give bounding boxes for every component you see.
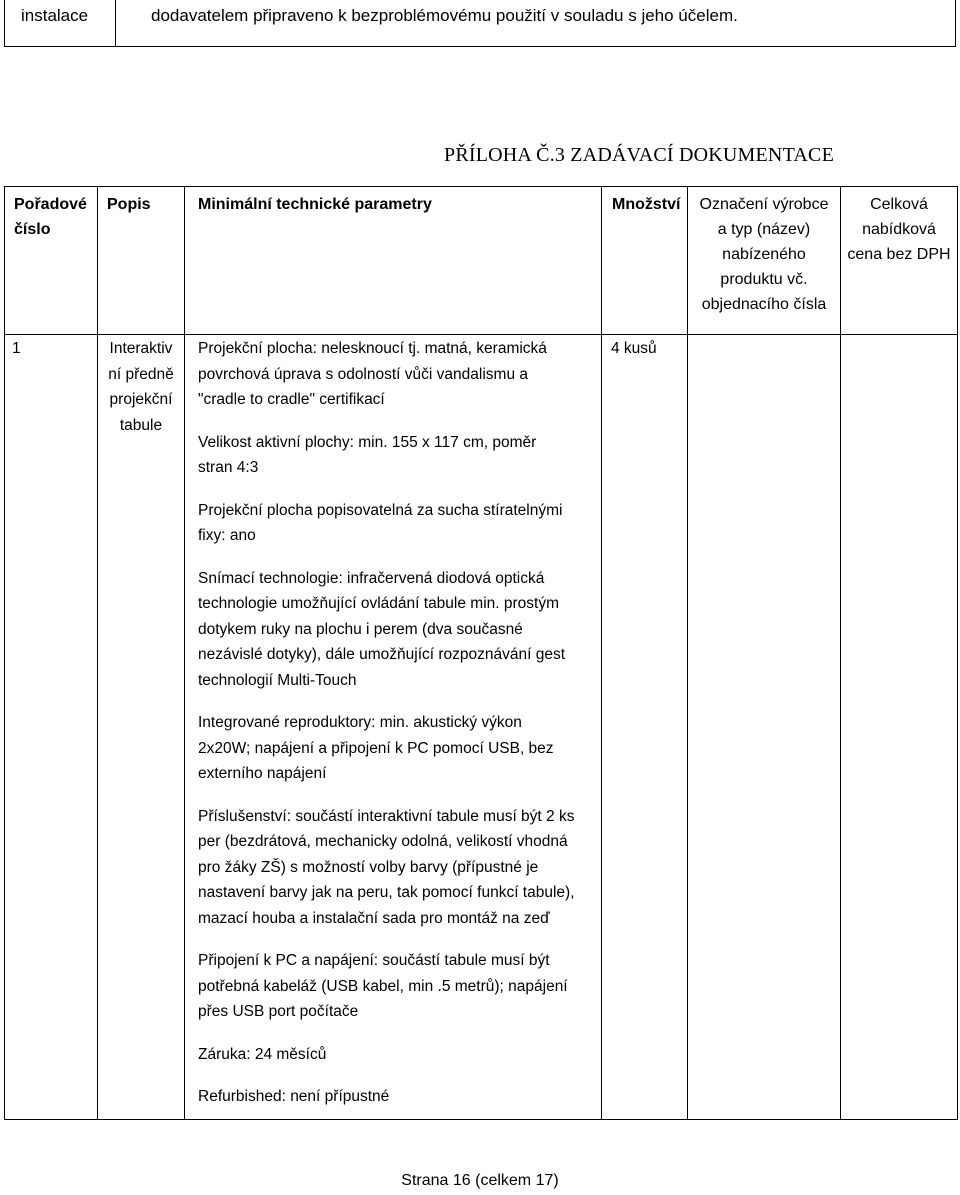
header-description: Popis <box>107 196 151 213</box>
table-border-right <box>957 186 958 1120</box>
table-header-divider <box>4 334 958 335</box>
table-divider <box>184 186 185 1120</box>
parameter-line: Připojení k PC a napájení: součástí tabule musí být <box>198 952 550 969</box>
parameter-line: externího napájení <box>198 765 327 782</box>
header-line: objednacího čísla <box>701 296 827 313</box>
header-quantity: Množství <box>612 196 681 213</box>
table-border-top <box>4 186 958 187</box>
parameter-line: 2x20W; napájení a připojení k PC pomocí USB, bez <box>198 739 554 757</box>
parameter-line: Refurbished: není přípustné <box>198 1088 390 1105</box>
header-manufacturer <box>688 192 840 317</box>
description-line: ní předně <box>108 365 174 383</box>
parameter-line: přes USB port počítače <box>198 1003 359 1020</box>
header-parameters: Minimální technické parametry <box>198 196 432 213</box>
specification-table <box>4 186 958 1120</box>
row-description <box>98 336 184 438</box>
parameter-paragraph <box>198 948 598 1025</box>
description-line: tabule <box>119 416 163 434</box>
parameter-paragraph <box>198 710 598 787</box>
table-border-left <box>4 186 5 1120</box>
parameter-line: Projekční plocha: nelesknoucí tj. matná, keramická <box>198 340 547 357</box>
header-line: produktu vč. <box>720 271 808 288</box>
table-divider <box>687 186 688 1120</box>
header-line: a typ (název) <box>717 221 811 238</box>
page-footer: Strana 16 (celkem 17) <box>401 1172 559 1189</box>
previous-table-text-1: instalace <box>21 6 89 25</box>
parameter-paragraph <box>198 1084 598 1110</box>
row-parameters <box>198 336 598 1127</box>
previous-table-text-2: dodavatelem připraveno k bezproblémovému použití v souladu s jeho účelem. <box>151 6 738 25</box>
header-line: cena bez DPH <box>847 246 951 263</box>
parameter-line: nastavení barvy jak na peru, tak pomocí funkcí tabule), <box>198 884 575 901</box>
header-line: nabídková <box>862 221 936 238</box>
parameter-line: Snímací technologie: infračervená diodová optická <box>198 569 545 587</box>
parameter-line: pro žáky ZŠ) s možností volby barvy (přípustné je <box>198 858 539 876</box>
header-line: Pořadové <box>14 196 87 213</box>
parameter-line: per (bezdrátová, mechanicky odolná, velikostí vhodná <box>198 833 568 850</box>
table-divider <box>97 186 98 1120</box>
parameter-line: Projekční plocha popisovatelná za sucha stíratelnými <box>198 501 563 519</box>
parameter-line: technologie umožňující ovládání tabule min. prostým <box>198 595 560 612</box>
parameter-line: stran 4:3 <box>198 459 259 476</box>
parameter-line: Velikost aktivní plochy: min. 155 x 117 cm, poměr <box>198 433 537 451</box>
table-divider <box>601 186 602 1120</box>
previous-table-fragment <box>4 0 956 47</box>
parameter-paragraph <box>198 430 598 481</box>
parameter-line: potřebná kabeláž (USB kabel, min .5 metrů); napájení <box>198 977 568 995</box>
header-line: Označení výrobce <box>699 196 829 213</box>
parameter-paragraph <box>198 498 598 549</box>
parameter-line: dotykem ruky na plochu i perem (dva současné <box>198 620 523 638</box>
header-line: nabízeného <box>722 246 806 263</box>
row-quantity: 4 kusů <box>611 340 657 357</box>
parameter-line: povrchová úprava s odolností vůči vandalismu a <box>198 365 528 383</box>
parameter-line: nezávislé dotyky), dále umožňující rozpoznávání gest <box>198 646 566 663</box>
parameter-paragraph <box>198 1042 598 1068</box>
parameter-line: technologií Multi-Touch <box>198 671 357 689</box>
header-line: Celková <box>870 196 928 213</box>
description-line: projekční <box>109 391 173 408</box>
parameter-line: Integrované reproduktory: min. akustický výkon <box>198 714 522 731</box>
parameter-paragraph <box>198 566 598 694</box>
parameter-line: mazací houba a instalační sada pro montáž na zeď <box>198 909 550 927</box>
parameter-paragraph <box>198 336 598 413</box>
header-order-number <box>14 192 87 242</box>
header-price <box>841 192 957 267</box>
parameter-line: Záruka: 24 měsíců <box>198 1045 327 1063</box>
parameter-line: fixy: ano <box>198 527 256 544</box>
parameter-line: "cradle to cradle" certifikací <box>198 391 385 408</box>
table-divider <box>840 186 841 1120</box>
annex-title: PŘÍLOHA Č.3 ZADÁVACÍ DOKUMENTACE <box>444 144 834 166</box>
parameter-paragraph <box>198 804 598 932</box>
row-number: 1 <box>12 340 21 357</box>
parameter-line: Příslušenství: součástí interaktivní tabule musí být 2 ks <box>198 807 575 825</box>
description-line: Interaktiv <box>109 340 173 357</box>
header-line: číslo <box>14 221 51 238</box>
